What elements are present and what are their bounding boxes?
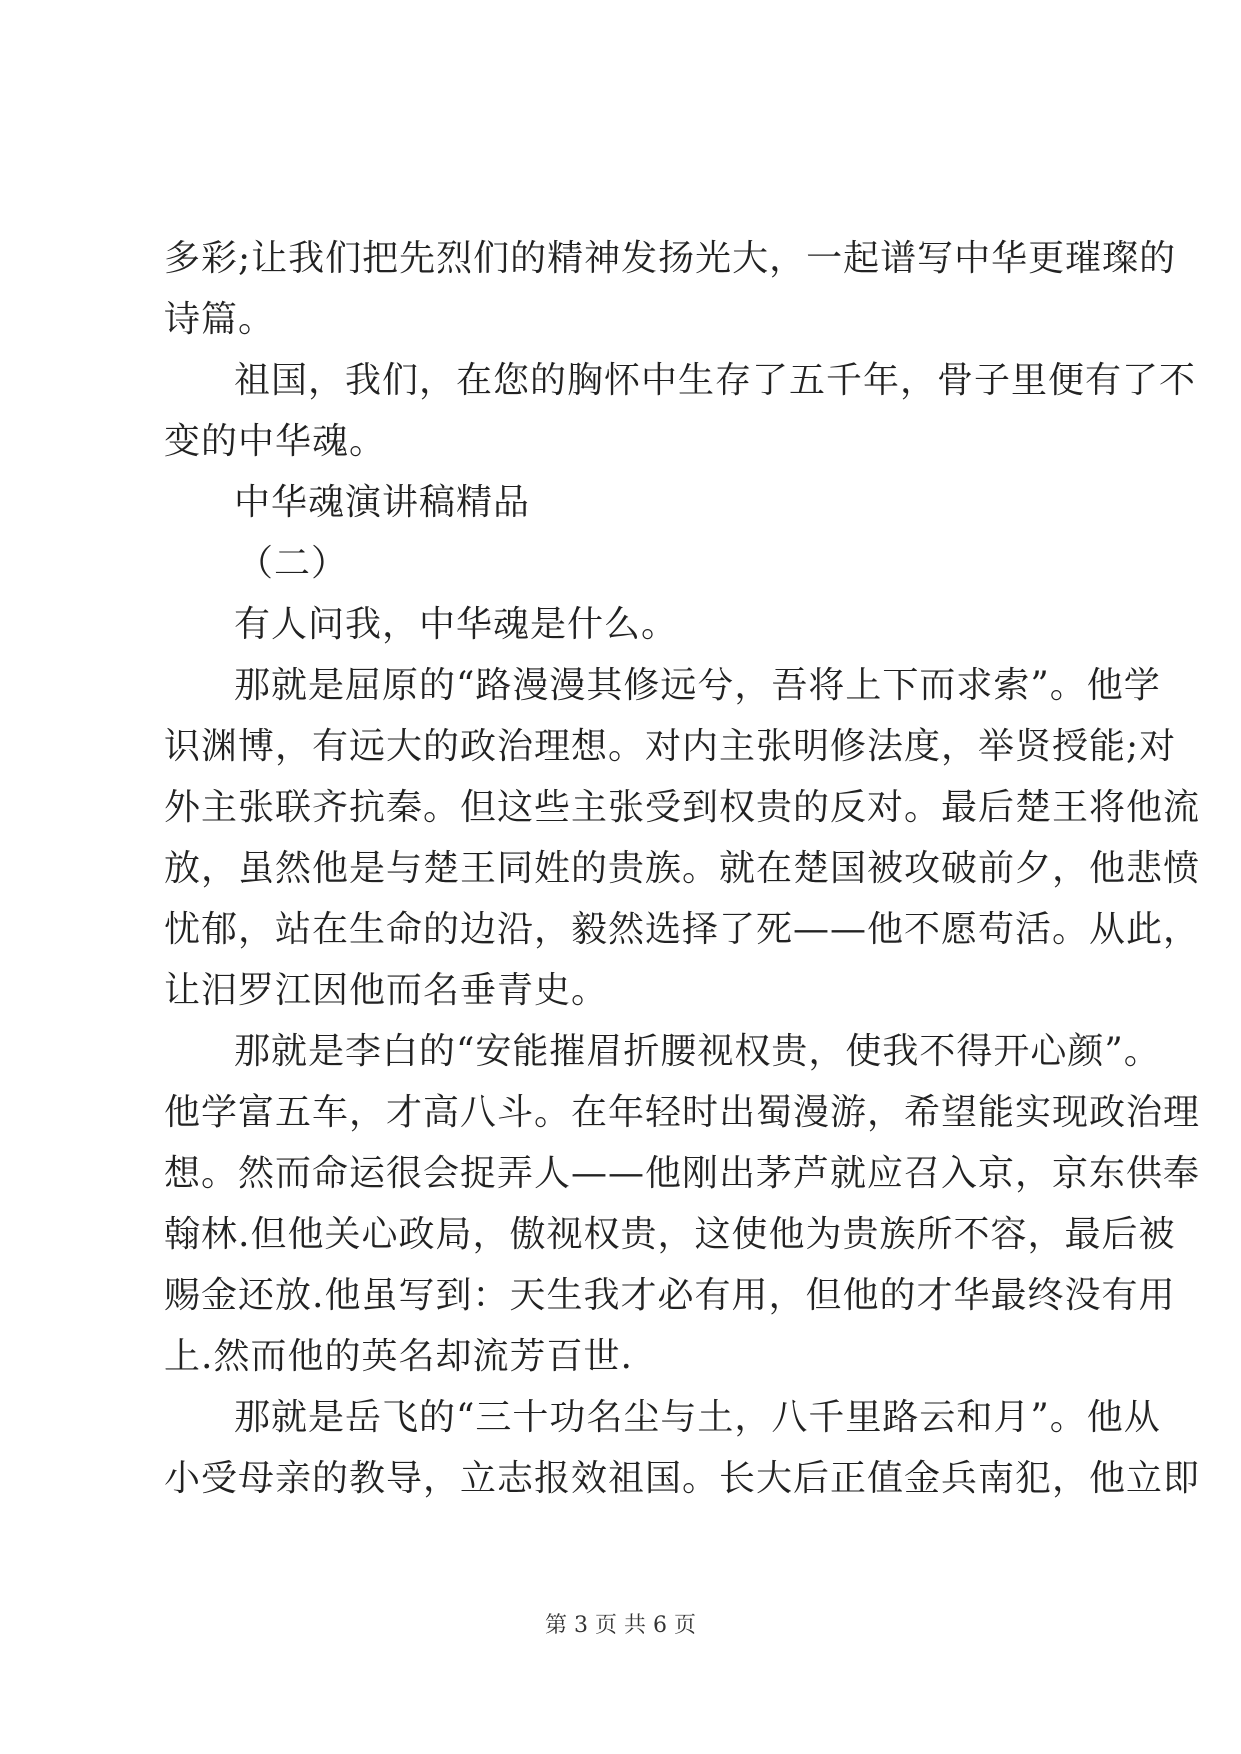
text-line: 翰林.但他关心政局，傲视权贵，这使他为贵族所不容，最后被 — [164, 1214, 1176, 1255]
text-line: 忧郁，站在生命的边沿，毅然选择了死——他不愿苟活。从此， — [164, 909, 1201, 950]
page-number-label: 第 3 页 共 6 页 — [545, 1613, 696, 1638]
text-line: 让汨罗江因他而名垂青史。 — [164, 970, 609, 1011]
section-heading: 中华魂演讲稿精品 — [234, 482, 531, 523]
paragraph-start-line: 那就是岳飞的“三十功名尘与土，八千里路云和月”。他从 — [234, 1397, 1161, 1438]
section-number: （二） — [237, 543, 349, 584]
text-line: 外主张联齐抗秦。但这些主张受到权贵的反对。最后楚王将他流 — [164, 787, 1201, 828]
text-line: 诗篇。 — [164, 299, 276, 340]
text-line: 变的中华魂。 — [164, 421, 387, 462]
text-line: 赐金还放.他虽写到：天生我才必有用，但他的才华最终没有用 — [164, 1275, 1176, 1316]
paragraph-start-line: 那就是屈原的“路漫漫其修远兮，吾将上下而求索”。他学 — [234, 665, 1161, 706]
text-line: 上.然而他的英名却流芳百世. — [164, 1336, 633, 1377]
text-line: 放，虽然他是与楚王同姓的贵族。就在楚国被攻破前夕，他悲愤 — [164, 848, 1201, 889]
text-line: 小受母亲的教导，立志报效祖国。长大后正值金兵南犯，他立即 — [164, 1458, 1201, 1499]
paragraph-start-line: 有人问我，中华魂是什么。 — [234, 604, 679, 645]
paragraph-start-line: 那就是李白的“安能摧眉折腰视权贵，使我不得开心颜”。 — [234, 1031, 1161, 1072]
text-line: 他学富五车，才高八斗。在年轻时出蜀漫游，希望能实现政治理 — [164, 1092, 1201, 1133]
document-body — [164, 228, 1201, 1509]
text-line: 想。然而命运很会捉弄人——他刚出茅芦就应召入京，京东供奉 — [164, 1153, 1201, 1194]
text-line: 识渊博，有远大的政治理想。对内主张明修法度，举贤授能;对 — [164, 726, 1177, 767]
paragraph-start-line: 祖国，我们，在您的胸怀中生存了五千年，骨子里便有了不 — [234, 360, 1197, 401]
page-footer — [0, 1608, 1241, 1639]
text-line: 多彩;让我们把先烈们的精神发扬光大，一起谱写中华更璀璨的 — [164, 238, 1177, 279]
